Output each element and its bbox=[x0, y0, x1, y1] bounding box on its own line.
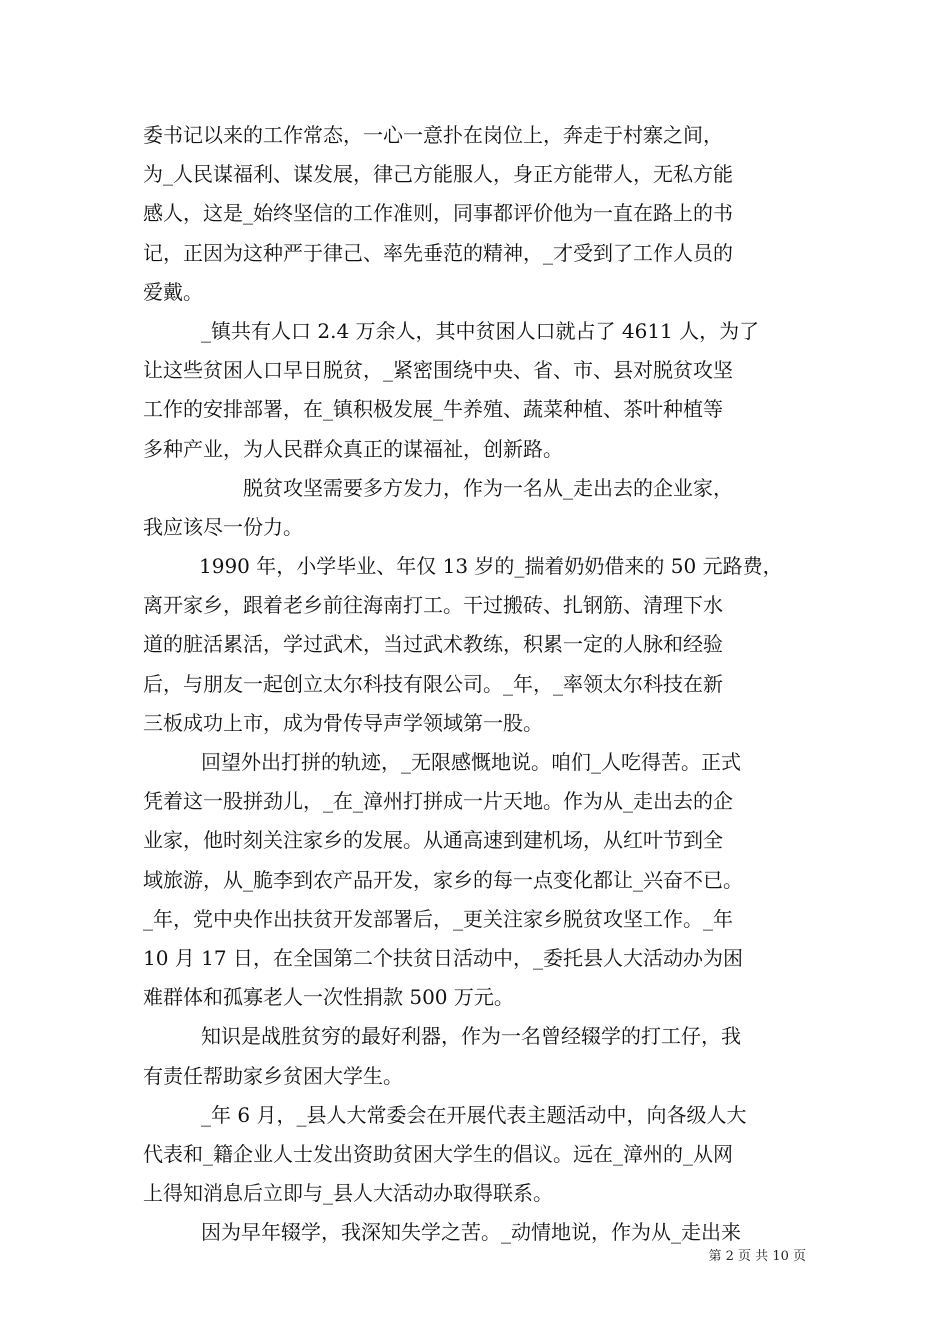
text-line: 工作的安排部署，在_镇积极发展_牛养殖、蔬菜种植、茶叶种植等 bbox=[143, 397, 723, 422]
text-line: 让这些贫困人口早日脱贫，_紧密围绕中央、省、市、县对脱贫攻坚 bbox=[143, 358, 733, 383]
paragraph bbox=[143, 116, 807, 312]
text-line: _年，党中央作出扶贫开发部署后，_更关注家乡脱贫攻坚工作。_年 bbox=[143, 906, 733, 931]
text-line: 爱戴。 bbox=[143, 279, 203, 304]
text-line: 离开家乡，跟着老乡前往海南打工。干过搬砖、扎钢筋、清理下水 bbox=[143, 593, 723, 618]
text-line: 上得知消息后立即与_县人大活动办取得联系。 bbox=[143, 1181, 553, 1206]
document-body bbox=[143, 116, 807, 1252]
paragraph bbox=[143, 1017, 807, 1095]
paragraph bbox=[143, 469, 807, 547]
text-line: 道的脏活累活，学过武术，当过武术教练，积累一定的人脉和经验 bbox=[143, 632, 723, 657]
text-line: 10 月 17 日，在全国第二个扶贫日活动中，_委托县人大活动办为困 bbox=[143, 945, 743, 970]
text-line: 脱贫攻坚需要多方发力，作为一名从_走出去的企业家， bbox=[243, 475, 733, 500]
text-line: 难群体和孤寡老人一次性捐款 500 万元。 bbox=[143, 985, 514, 1010]
paragraph bbox=[143, 312, 807, 469]
text-line: 知识是战胜贫穷的最好利器，作为一名曾经辍学的打工仔，我 bbox=[201, 1024, 741, 1049]
text-line: _年 6 月，_县人大常委会在开展代表主题活动中，向各级人大 bbox=[201, 1102, 747, 1127]
text-line: 凭着这一股拼劲儿，_在_漳州打拼成一片天地。作为从_走出去的企 bbox=[143, 789, 733, 814]
text-line: 代表和_籍企业人士发出资助贫困大学生的倡议。远在_漳州的_从网 bbox=[143, 1141, 733, 1166]
text-line: 有责任帮助家乡贫困大学生。 bbox=[143, 1063, 403, 1088]
text-line: 记，正因为这种严于律己、率先垂范的精神，_才受到了工作人员的 bbox=[143, 240, 733, 265]
text-line: 1990 年，小学毕业、年仅 13 岁的_揣着奶奶借来的 50 元路费， bbox=[199, 554, 783, 579]
text-line: 业家，他时刻关注家乡的发展。从通高速到建机场，从红叶节到全 bbox=[143, 828, 723, 853]
text-line: 委书记以来的工作常态，一心一意扑在岗位上，奔走于村寨之间， bbox=[143, 123, 723, 147]
paragraph bbox=[143, 743, 807, 1017]
page-number-footer: 第 2 页 共 10 页 bbox=[708, 1249, 806, 1264]
text-line: 因为早年辍学，我深知失学之苦。_动情地说，作为从_走出来 bbox=[201, 1220, 741, 1245]
paragraph bbox=[143, 1213, 807, 1252]
text-line: 感人，这是_始终坚信的工作准则，同事都评价他为一直在路上的书 bbox=[143, 201, 733, 226]
text-line: 为_人民谋福利、谋发展，律己方能服人，身正方能带人，无私方能 bbox=[143, 162, 733, 187]
text-line: 域旅游，从_脆李到农产品开发，家乡的每一点变化都让_兴奋不已。 bbox=[143, 867, 743, 892]
text-line: 三板成功上市，成为骨传导声学领域第一股。 bbox=[143, 710, 543, 735]
paragraph bbox=[143, 547, 807, 743]
text-line: 回望外出打拼的轨迹，_无限感慨地说。咱们_人吃得苦。正式 bbox=[201, 750, 741, 774]
text-line: _镇共有人口 2.4 万余人，其中贫困人口就占了 4611 人，为了 bbox=[201, 318, 760, 343]
text-line: 我应该尽一份力。 bbox=[143, 514, 303, 539]
text-line: 后，与朋友一起创立太尔科技有限公司。_年，_率领太尔科技在新 bbox=[143, 671, 723, 696]
paragraph bbox=[143, 1096, 807, 1214]
text-line: 多种产业，为人民群众真正的谋福祉，创新路。 bbox=[143, 436, 563, 461]
